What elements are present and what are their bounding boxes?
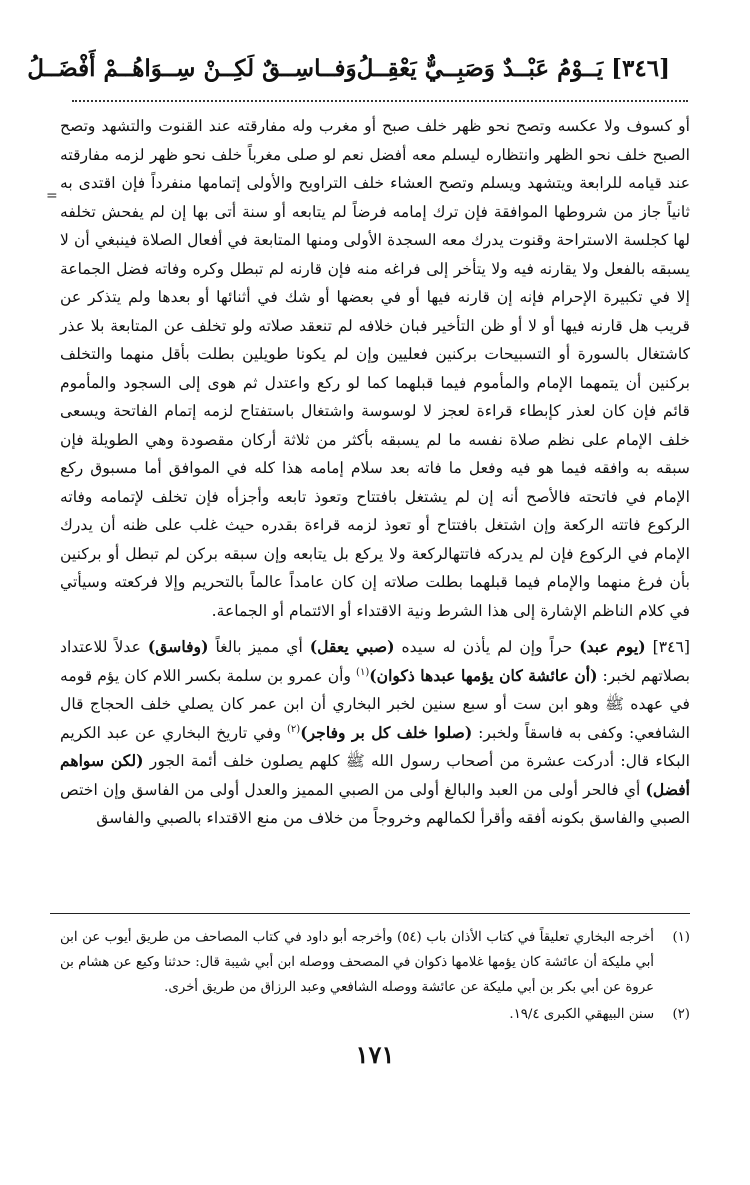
commentary-text: وفي تاريخ البخاري عن عبد الكريم البكاء قال: أدركت عشرة من أصحاب رسول الله ﷺ كلهم يصلون خلف أئمة الجور — [60, 723, 690, 770]
matn-phrase: (لكن سواهم أفضل) — [60, 751, 690, 799]
footnote-number: (٢) — [672, 1007, 690, 1022]
matn-phrase: (يوم عبد) — [579, 637, 646, 656]
commentary-paragraph: أو كسوف ولا عكسه وتصح نحو ظهر خلف صبح أو مغرب وله مفارقته عند القنوت والتشهد وتصح الصبح خلف نحو الظهر وانتظاره ليسلم معه أفضل نعم لو صلى مغرباً خلف نحو ظهر لزمه مفارقته عند قيامه للرابعة ويتشهد ويسلم وتصح العشاء خلف التراويح والأولى إتمامها منفرداً فإن اقتدى به ثانياً جاز من شروطها الموافقة فإن ترك إمامه فرضاً لم يتابعه أو سنة أتى بها إن لم يفحش تخلفه لها كجلسة الاستراحة وقنوت يدرك معه السجدة الأولى ومنها المتابعة في أفعال الصلاة فينبغي أن لا يسبقه بالفعل ولا يقارنه فيه ولا يتأخر إلى فراغه منه فإن قارنه لم تبطل وكره وفاته فضل الجماعة إلا في تكبيرة الإحرام فإنه إن قارنه فيها أو في بعضها أو شك في أثنائها أو بعدها ولم يتذكر عن قريب هل قارنه فيها أو لا أو ظن التأخير فبان خلافه لم تنعقد صلاته ولو تخلف عن المتابعة بلا عذر كاشتغال بالسورة أو التسبيحات بركنين فعليين وإن لم يكونا طويلين بطلت بأقل منهما والتخلف بركنين أن يتمهما الإمام والمأموم فيما قبلهما كما لو ركع واعتدل ثم هوى إلى السجود والمأموم قائم فإن كان لعذر كإبطاء قراءة لعجز لا لوسوسة واشتغال باستفتاح لزمه إتمام الفاتحة ويسعى خلف الإمام على نظم صلاة نفسه ما لم يسبقه بأكثر من ثلاثة أركان مقصودة وهي الطويلة فإن سبقه به وافقه فيما هو فيه وفعل ما فاته بعد سلام إمامه هذا كله في الموافق أما مسبوق ركع الإمام في فاتحته فالأصح أنه إن لم يشتغل بافتتاح وتعوذ تابعه وأجزأه فإن تخلف لإتمامه وفاته الركوع فاتته الركعة وإن اشتغل بافتتاح أو تعوذ لزمه قراءة بقدره حيث غلب على ظنه أن يدرك الإمام في الركوع فإن لم يدركه فاتتهالركعة ولا يركع بل يتابعه وإن سبقه بركن لم تبطل أو بركنين بأن فرغ منهما والإمام فيما قبلهما بطلت صلاته إن كان عامداً عالماً بالتحريم وإلا فركعته وسيأتي في كلام الناظم الإشارة إلى هذا الشرط ونية الاقتداء أو الائتمام أو الجماعة. — [60, 117, 690, 620]
footnote-ref: (١) — [356, 666, 370, 678]
commentary-text: حراً وإن لم يأذن له سيده — [394, 638, 580, 656]
verse-hemistich-left: وَفــاسِــقٌ لَكِــنْ سِــوَاهُــمْ أَفْضَــلُ — [27, 54, 357, 82]
footnote-ref: (٢) — [287, 723, 301, 735]
commentary-text: أي مميز بالغاً — [208, 638, 310, 656]
footnote-text: سنن البيهقي الكبرى ١٩/٤. — [509, 1007, 654, 1022]
footnote-number: (١) — [672, 930, 690, 945]
footnote-2 — [60, 1002, 690, 1027]
matn-phrase: (صبي يعقل) — [309, 637, 395, 656]
verse-commentary-paragraph — [60, 633, 690, 833]
footnote-1 — [60, 925, 690, 1000]
verse-hemistich-right: [٣٤٦] يَــوْمُ عَبْــدٌ وَصَبِــيٌّ يَعْقِــلُ — [356, 54, 670, 82]
footnote-divider — [50, 913, 690, 914]
commentary-text: وأن عمرو بن سلمة بكسر اللام كان يؤم قومه في عهده ﷺ وهو ابن ست أو سبع سنين لخبر البخاري أن ابن عمر كان يصلي خلف الحجاج قال الشافعي: وكفى به فاسقاً ولخبر: — [60, 666, 690, 742]
header-dotted-divider — [72, 100, 688, 102]
hadith-quote: (أن عائشة كان يؤمها عبدها ذكوان) — [369, 665, 598, 685]
continuation-mark: = — [46, 188, 58, 204]
commentary-text: عدلاً للاعتداد بصلاتهم لخبر: — [60, 638, 690, 685]
verse-header — [27, 48, 670, 88]
main-text — [60, 112, 690, 833]
commentary-text: أي فالحر أولى من العبد والبالغ أولى من الصبي المميز والعدل أولى من الفاسق وإن اختص الصبي والفاسق بكونه أفقه وأقرأ لكمالهم وخروجاً من خلاف من منع الاقتداء بالصبي والفاسق — [60, 780, 690, 827]
page-number: ١٧١ — [355, 1040, 395, 1069]
matn-phrase: (وفاسق) — [147, 637, 209, 656]
footnote-text: أخرجه البخاري تعليقاً في كتاب الأذان باب (٥٤) وأخرجه أبو داود في كتاب المصاحف من طريق أيوب عن ابن أبي مليكة أن عائشة كان يؤمها غلامها ذكوان في المصحف ووصله ابن أبي شيبة قال: حدثنا وكيع عن هشام بن عروة عن أبي بكر بن أبي مليكة عن عائشة ووصله الشافعي وعبد الرزاق من طريق أخرى. — [60, 930, 654, 995]
hadith-quote: (صلوا خلف كل بر وفاجر) — [300, 722, 473, 742]
verse-number: [٣٤٦] — [645, 638, 690, 656]
footnotes — [60, 925, 690, 1029]
